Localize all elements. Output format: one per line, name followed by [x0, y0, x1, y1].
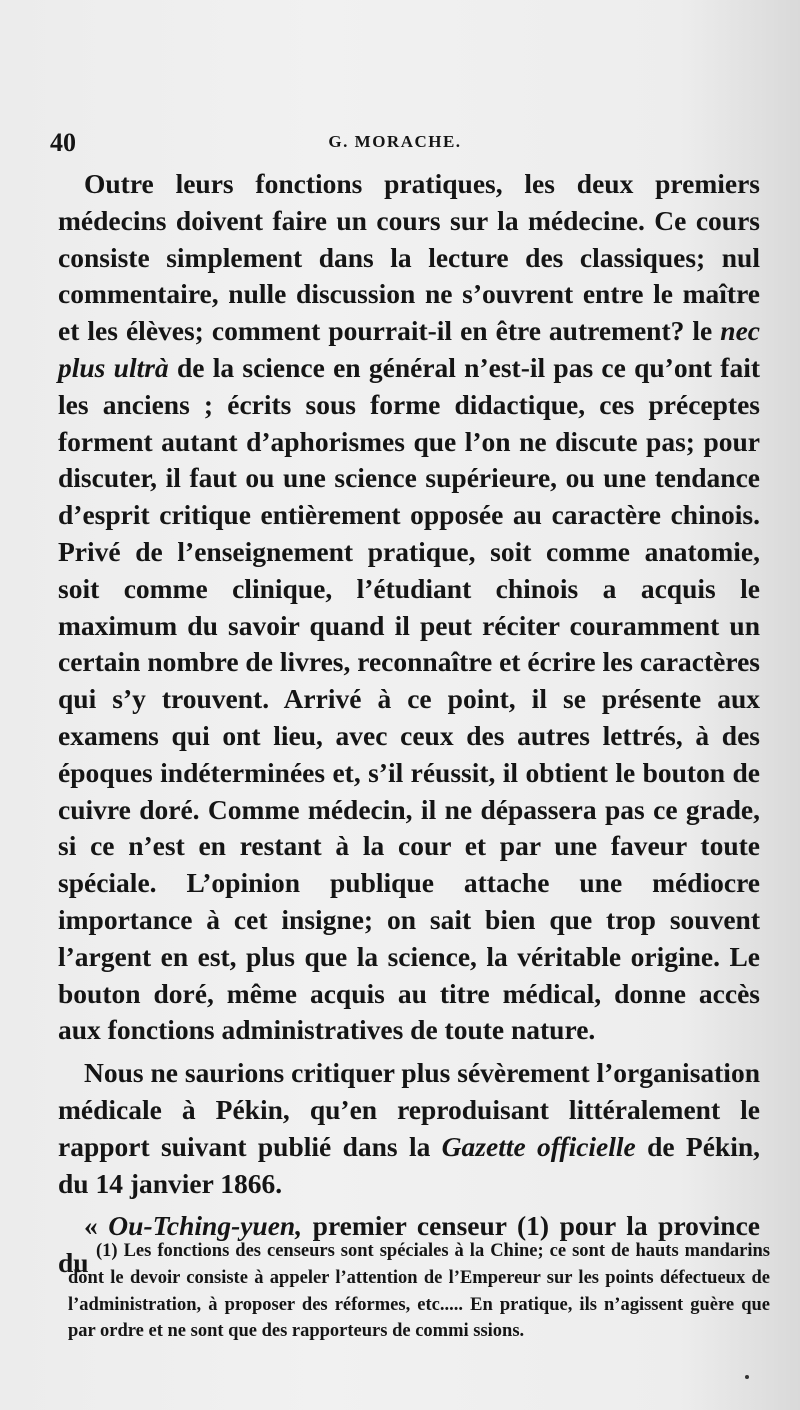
page-header [50, 128, 740, 158]
paragraph-1-italic: nec plus ultrà [58, 315, 760, 383]
paragraph-1 [58, 166, 760, 1049]
paragraph-1-text: Outre leurs fonctions pratiques, les deux premiers médecins doivent faire un cours sur la médecine. Ce cours consiste simplement dans la lecture des classiques; nul commentaire, nulle discussion ne s’ouvrent entre le maître et les élèves; comment pourrait-il en être autrement? le [58, 168, 760, 347]
quote-mark: « [84, 1210, 98, 1242]
running-head: G. MORACHE. [328, 132, 462, 151]
paragraph-2-rest: de Pékin, du 14 janvier 1866. [58, 1130, 761, 1199]
footnote [68, 1238, 770, 1345]
paragraph-1-rest: de la science en général n’est-il pas ce qu’ont fait les anciens ; écrits sous forme didactique, ces préceptes forment autant d’aphorismes que l’on ne discute pas; pour discuter, il faut ou une science supérieure, ou une tendance d’esprit critique entièrement opposée au caractère chinois. Privé de l’enseignement pratique, soit comme anatomie, soit comme clinique, l’étudiant chinois a acquis le maximum du savoir quand il peut réciter couramment un certain nombre de livres, reconnaître et écrire les caractères qui s’y trouvent. Arrivé à ce point, il se présente aux examens qui ont lieu, avec ceux des autres lettrés, à des époques indéterminées et, s’il réussit, il obtient le bouton de cuivre doré. Comme médecin, il ne dépassera pas ce grade, si ce n’est en restant à la cour et par une faveur toute spéciale. L’opinion publique attache une médiocre importance à cet insigne; on sait bien que trop souvent l’argent en est, plus que la science, la véritable origine. Le bouton doré, même acquis au titre médical, donne accès aux fonctions administratives de toute nature. [58, 351, 761, 1046]
page-number: 40 [50, 128, 76, 157]
paragraph-3-italic: Ou-Tching-yuen, [108, 1210, 303, 1242]
paragraph-2-italic: Gazette officielle [441, 1130, 636, 1162]
paragraph-2-text: Nous ne saurions critiquer plus sévèrement l’organisation médicale à Pékin, qu’en reproduisant littéralement le rapport suivant publié dans la [58, 1057, 760, 1162]
footnote-text: (1) Les fonctions des censeurs sont spéciales à la Chine; ce sont de hauts mandarins dont le devoir consiste à appeler l’attention de l’Empereur sur les points défectueux de l’administration, à proposer des réformes, etc..... En pratique, ils n’agissent guère que par ordre et ne sont que des rapporteurs de commi ssions. [68, 1241, 770, 1342]
paragraph-3-text: premier censeur (1) pour la province du [58, 1210, 760, 1279]
paragraph-2 [58, 1055, 760, 1202]
ink-dot [745, 1375, 749, 1379]
main-text [58, 166, 760, 1282]
